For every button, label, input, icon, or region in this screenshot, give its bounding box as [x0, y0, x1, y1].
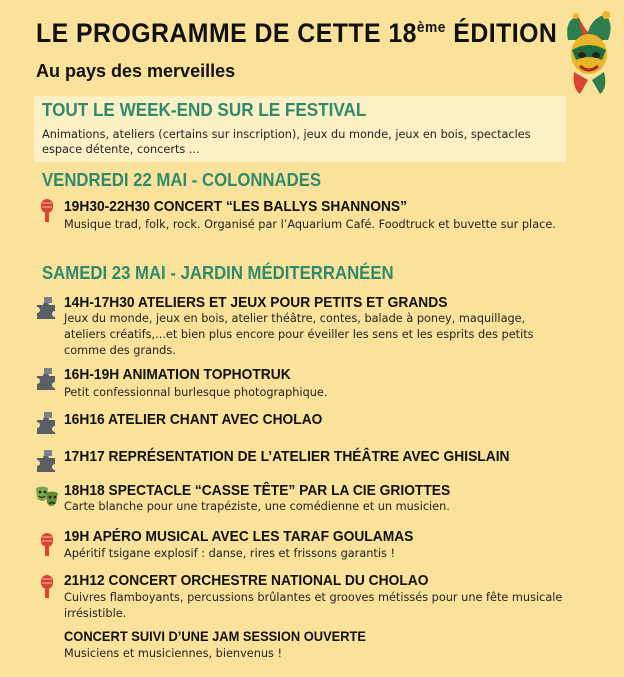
event-description: Musique trad, folk, rock. Organisé par l’Aquarium Café. Foodtruck et buvette sur place. — [64, 218, 556, 231]
puzzle-icon — [34, 295, 60, 321]
event-title: 19H APÉRO MUSICAL AVEC LES TARAF GOULAMAS — [64, 528, 414, 545]
event-title: 16H-19H ANIMATION TOPHOTRUK — [64, 366, 291, 383]
theater-masks-icon — [34, 484, 60, 510]
event-title: 16H16 ATELIER CHANT AVEC CHOLAO — [64, 411, 323, 428]
jam-description: Musiciens et musiciennes, bienvenus ! — [64, 647, 283, 660]
microphone-icon — [34, 198, 60, 224]
jam-title: CONCERT SUIVI D’UNE JAM SESSION OUVERTE — [64, 628, 367, 644]
puzzle-icon — [34, 448, 60, 474]
event-title: 18H18 SPECTACLE “CASSE TÊTE” PAR LA CIE GRIOTTES — [64, 482, 451, 499]
event-description: Carte blanche pour une trapéziste, une comédienne et un musicien. — [64, 500, 450, 513]
event-description: Apéritif tsigane explosif : danse, rires et frissons garantis ! — [64, 547, 395, 560]
saturday-heading: SAMEDI 23 MAI - JARDIN MÉDITERRANÉEN — [42, 263, 394, 283]
microphone-icon — [34, 532, 60, 558]
microphone-icon — [34, 574, 60, 600]
friday-heading: VENDREDI 22 MAI - COLONNADES — [42, 170, 322, 190]
weekend-title: TOUT LE WEEK-END SUR LE FESTIVAL — [42, 100, 367, 120]
event-title: 17H17 REPRÉSENTATION DE L’ATELIER THÉÂTRE AVEC GHISLAIN — [64, 448, 510, 465]
weekend-box — [34, 96, 566, 162]
event-title: 19H30-22H30 CONCERT “LES BALLYS SHANNONS” — [64, 198, 408, 215]
page-title: LE PROGRAMME DE CETTE 18ème ÉDITION — [36, 18, 558, 48]
puzzle-icon — [34, 410, 60, 436]
puzzle-icon — [34, 366, 60, 392]
event-title: 21H12 CONCERT ORCHESTRE NATIONAL DU CHOLAO — [64, 572, 429, 589]
page-subtitle: Au pays des merveilles — [36, 61, 236, 81]
event-description: Cuivres flamboyants, percussions brûlantes et grooves métissés pour une fête musicale irrésistible. — [64, 591, 563, 620]
event-description: Jeux du monde, jeux en bois, atelier théâtre, contes, balade à poney, maquillage, ateliers créatifs,...et bien plus encore pour éveiller les sens et les esprits des petits comme des grands. — [64, 312, 534, 357]
jester-mask-icon — [562, 10, 616, 96]
event-description: Petit confessionnal burlesque photographique. — [64, 386, 328, 399]
weekend-description: Animations, ateliers (certains sur inscription), jeux du monde, jeux en bois, spectacles espace détente, concerts ... — [42, 128, 531, 156]
event-title: 14H-17H30 ATELIERS ET JEUX POUR PETITS ET GRANDS — [64, 294, 448, 311]
